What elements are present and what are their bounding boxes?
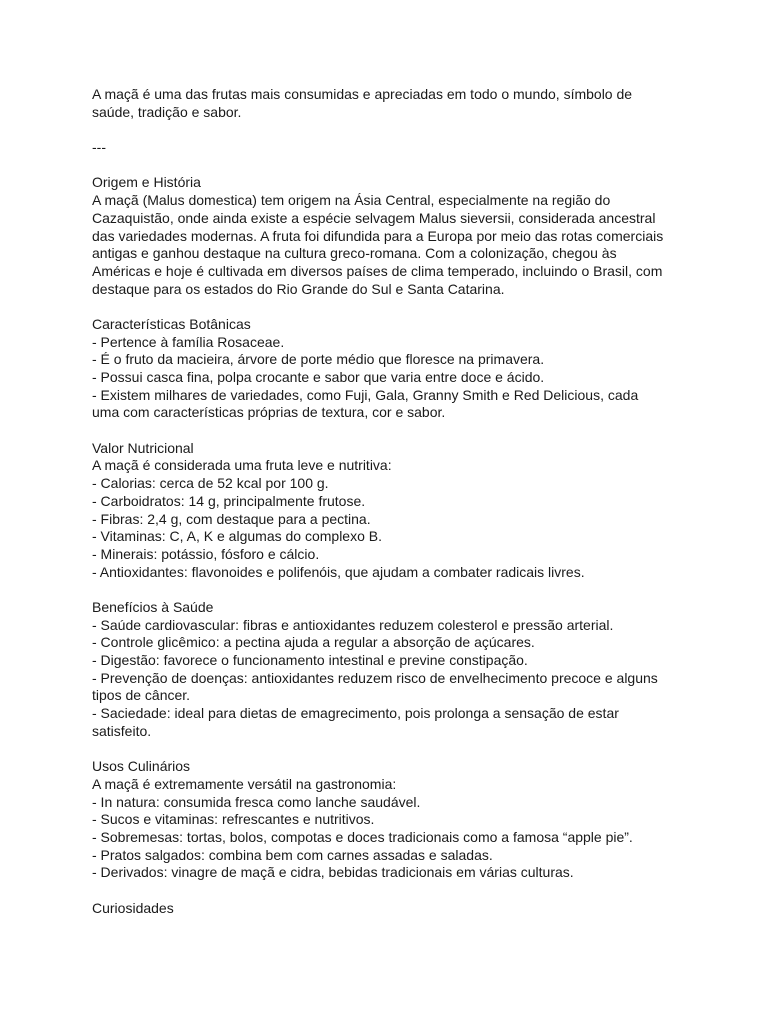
section-heading: Benefícios à Saúde: [92, 598, 214, 615]
list-item: - Antioxidantes: flavonoides e polifenóis, que ajudam a combater radicais livres.: [92, 563, 585, 580]
list-item: - Pertence à família Rosaceae.: [92, 333, 285, 350]
blank-line: [92, 581, 682, 599]
separator: ---: [92, 139, 106, 156]
blank-line: [92, 882, 682, 900]
blank-line: [92, 157, 682, 175]
paragraph-line: A maçã é considerada uma fruta leve e nutritiva:: [92, 457, 392, 474]
list-item: - Controle glicêmico: a pectina ajuda a regular a absorção de açúcares.: [92, 634, 535, 651]
list-item: - Sucos e vitaminas: refrescantes e nutritivos.: [92, 811, 375, 828]
list-item: - Existem milhares de variedades, como Fuji, Gala, Granny Smith e Red Delicious, cada: [92, 386, 639, 403]
blank-line: [92, 422, 682, 440]
blank-line: [92, 740, 682, 758]
document-page: [92, 86, 682, 917]
section-curiosidades: [92, 900, 682, 918]
paragraph-line: destaque para os estados do Rio Grande do Sul e Santa Catarina.: [92, 280, 505, 297]
list-item: - Saúde cardiovascular: fibras e antioxidantes reduzem colesterol e pressão arterial.: [92, 616, 614, 633]
list-item: - Pratos salgados: combina bem com carnes assadas e saladas.: [92, 846, 493, 863]
list-item: satisfeito.: [92, 722, 152, 739]
list-item: - Prevenção de doenças: antioxidantes reduzem risco de envelhecimento precoce e alguns: [92, 669, 658, 686]
section-botanicas: [92, 316, 682, 422]
intro-paragraph: [92, 86, 682, 121]
paragraph-line: antigas e ganhou destaque na cultura greco-romana. Com a colonização, chegou às: [92, 245, 617, 262]
section-heading: Usos Culinários: [92, 758, 191, 775]
paragraph-line: Américas e hoje é cultivada em diversos países de clima temperado, incluindo o Brasil, com: [92, 262, 663, 279]
list-item: - Digestão: favorece o funcionamento intestinal e previne constipação.: [92, 652, 528, 668]
list-item: - Calorias: cerca de 52 kcal por 100 g.: [92, 475, 329, 492]
section-beneficios: [92, 599, 682, 741]
paragraph-line: das variedades modernas. A fruta foi difundida para a Europa por meio das rotas comerciais: [92, 227, 664, 244]
list-item: - É o fruto da macieira, árvore de porte médio que floresce na primavera.: [92, 351, 545, 368]
intro-line: A maçã é uma das frutas mais consumidas e apreciadas em todo o mundo, símbolo de: [92, 86, 633, 102]
blank-line: [92, 121, 682, 139]
paragraph-line: Cazaquistão, onde ainda existe a espécie selvagem Malus sieversii, considerada ancestral: [92, 209, 656, 226]
list-item: - Saciedade: ideal para dietas de emagrecimento, pois prolonga a sensação de estar: [92, 705, 619, 722]
section-heading: Características Botânicas: [92, 315, 251, 332]
blank-line: [92, 298, 682, 316]
paragraph-line: A maçã (Malus domestica) tem origem na Ásia Central, especialmente na região do: [92, 192, 611, 209]
section-culinarios: [92, 758, 682, 882]
list-item: - Possui casca fina, polpa crocante e sabor que varia entre doce e ácido.: [92, 369, 545, 385]
list-item: - In natura: consumida fresca como lanche saudável.: [92, 793, 421, 810]
list-item: uma com características próprias de textura, cor e sabor.: [92, 404, 446, 421]
section-heading: Valor Nutricional: [92, 439, 194, 456]
section-heading: Origem e História: [92, 174, 201, 191]
section-heading: Curiosidades: [92, 899, 174, 916]
list-item: - Sobremesas: tortas, bolos, compotas e doces tradicionais como a famosa “apple pie”.: [92, 828, 633, 845]
intro-line: saúde, tradição e sabor.: [92, 103, 242, 120]
list-item: - Derivados: vinagre de maçã e cidra, bebidas tradicionais em várias culturas.: [92, 864, 574, 881]
list-item: tipos de câncer.: [92, 687, 191, 704]
section-origem: [92, 174, 682, 298]
list-item: - Vitaminas: C, A, K e algumas do complexo B.: [92, 528, 382, 545]
list-item: - Fibras: 2,4 g, com destaque para a pectina.: [92, 510, 371, 527]
paragraph-line: A maçã é extremamente versátil na gastronomia:: [92, 775, 397, 792]
list-item: - Carboidratos: 14 g, principalmente frutose.: [92, 492, 366, 509]
list-item: - Minerais: potássio, fósforo e cálcio.: [92, 545, 320, 562]
section-nutricional: [92, 440, 682, 582]
